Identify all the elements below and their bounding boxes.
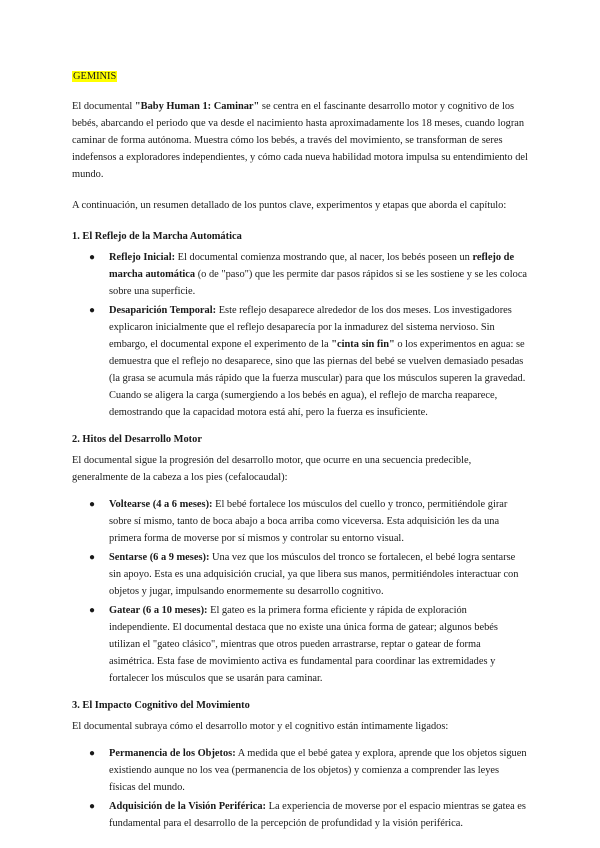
item-label: Permanencia de los Objetos: bbox=[109, 748, 236, 759]
section-2-list bbox=[72, 496, 528, 687]
item-text: (o de "paso") que les permite dar pasos rápidos si se les sostiene y se les coloca sobre una superficie. bbox=[109, 269, 528, 297]
section-2-heading: 2. Hitos del Desarrollo Motor bbox=[72, 434, 202, 445]
list-item bbox=[72, 496, 528, 547]
item-label: Reflejo Inicial: bbox=[109, 252, 176, 263]
section-3-list bbox=[72, 745, 528, 832]
item-label: Desaparición Temporal: bbox=[109, 305, 217, 316]
item-emphasis: reflejo de marcha automática bbox=[109, 252, 515, 280]
list-item bbox=[72, 602, 528, 687]
item-text: La experiencia de moverse por el espacio mientras se gatea es fundamental para el desarrollo de la percepción de profundidad y la visión periférica. bbox=[109, 801, 526, 829]
section-3-heading: 3. El Impacto Cognitivo del Movimiento bbox=[72, 700, 250, 711]
intro-text-start: El documental bbox=[72, 101, 135, 112]
item-emphasis: "cinta sin fin" bbox=[331, 339, 395, 350]
section-1-heading: 1. El Reflejo de la Marcha Automática bbox=[72, 231, 242, 242]
item-text: A medida que el bebé gatea y explora, aprende que los objetos siguen existiendo aunque no los vea (permanencia de los objetos) y comienza a comprender las leyes físicas del mundo. bbox=[109, 748, 527, 793]
bullet-icon: ● bbox=[89, 499, 96, 510]
item-text: Este reflejo desaparece alrededor de los dos meses. Los investigadores explicaron inicialmente que el reflejo desaparecía por la inmadurez del sistema nervioso. Sin embargo, el documental expone el experimento de la bbox=[109, 305, 512, 350]
section-3-intro: El documental subraya cómo el desarrollo motor y el cognitivo están íntimamente ligados: bbox=[72, 721, 449, 732]
documentary-title: "Baby Human 1: Caminar" bbox=[134, 101, 260, 112]
list-item bbox=[72, 249, 528, 300]
bullet-icon: ● bbox=[89, 748, 96, 759]
summary-intro-paragraph: A continuación, un resumen detallado de los puntos clave, experimentos y etapas que aborda el capítulo: bbox=[72, 200, 507, 211]
bullet-icon: ● bbox=[89, 605, 96, 616]
highlighted-title: GEMINIS bbox=[73, 71, 117, 82]
item-text: El bebé fortalece los músculos del cuello y tronco, permitiéndole girar sobre sí mismo, tanto de boca abajo a boca arriba como viceversa. Esta adquisición les da una primera forma de moverse por sí mismos y controlar su entorno visual. bbox=[109, 499, 508, 544]
item-text: Una vez que los músculos del tronco se fortalecen, el bebé logra sentarse sin apoyo. Esta es una adquisición crucial, ya que libera sus manos, permitiéndoles interactuar con objetos y jugar, impulsando enormemente su desarrollo cognitivo. bbox=[109, 552, 519, 597]
section-2-intro: El documental sigue la progresión del desarrollo motor, que ocurre en una secuencia predecible, generalmente de la cabeza a los pies (cefalocaudal): bbox=[72, 455, 472, 483]
item-text: El gateo es la primera forma eficiente y rápida de exploración independiente. El documental destaca que no existe una única forma de gatear; algunos bebés utilizan el "gateo clásico", mientras que otros pueden arrastrarse, reptar o gatear de forma asimétrica. Esta fase de movimiento activa es fundamental para coordinar las extremidades y fortalecer los músculos que se usarán para caminar. bbox=[109, 605, 498, 684]
bullet-icon: ● bbox=[89, 552, 96, 563]
item-label: Adquisición de la Visión Periférica: bbox=[109, 801, 267, 812]
item-label: Sentarse (6 a 9 meses): bbox=[109, 552, 210, 563]
intro-text-rest: se centra en el fascinante desarrollo motor y cognitivo de los bebés, abarcando el periodo que va desde el nacimiento hasta aproximadamente los 18 meses, cuando logran caminar de forma autónoma. Muestra cómo los bebés, a través del movimiento, se transforman de seres indefensos a exploradores independientes, y cómo cada nueva habilidad motora impulsa su entendimiento del mundo. bbox=[72, 101, 528, 180]
bullet-icon: ● bbox=[89, 305, 96, 316]
bullet-icon: ● bbox=[89, 801, 96, 812]
item-text: El documental comienza mostrando que, al nacer, los bebés poseen un bbox=[175, 252, 473, 263]
document-body bbox=[72, 68, 528, 842]
bullet-icon: ● bbox=[89, 252, 96, 263]
section-1-list bbox=[72, 249, 528, 421]
item-label: Gatear (6 a 10 meses): bbox=[109, 605, 208, 616]
intro-paragraph bbox=[72, 98, 528, 183]
list-item bbox=[72, 302, 528, 421]
page-title bbox=[72, 68, 528, 85]
list-item bbox=[72, 549, 528, 600]
list-item bbox=[72, 798, 528, 832]
item-label: Voltearse (4 a 6 meses): bbox=[109, 499, 213, 510]
list-item bbox=[72, 745, 528, 796]
item-text: o los experimentos en agua: se demuestra que el reflejo no desaparece, sino que las piernas del bebé se vuelven demasiado pesadas (la grasa se acumula más rápido que la fuerza muscular) para que los músculos superen la gravedad. Cuando se aligera la carga (sumergiendo a los bebés en agua), el reflejo de marcha reaparece, demostrando que la capacidad motora está ahí, pero la fuerza es insuficiente. bbox=[109, 339, 526, 418]
